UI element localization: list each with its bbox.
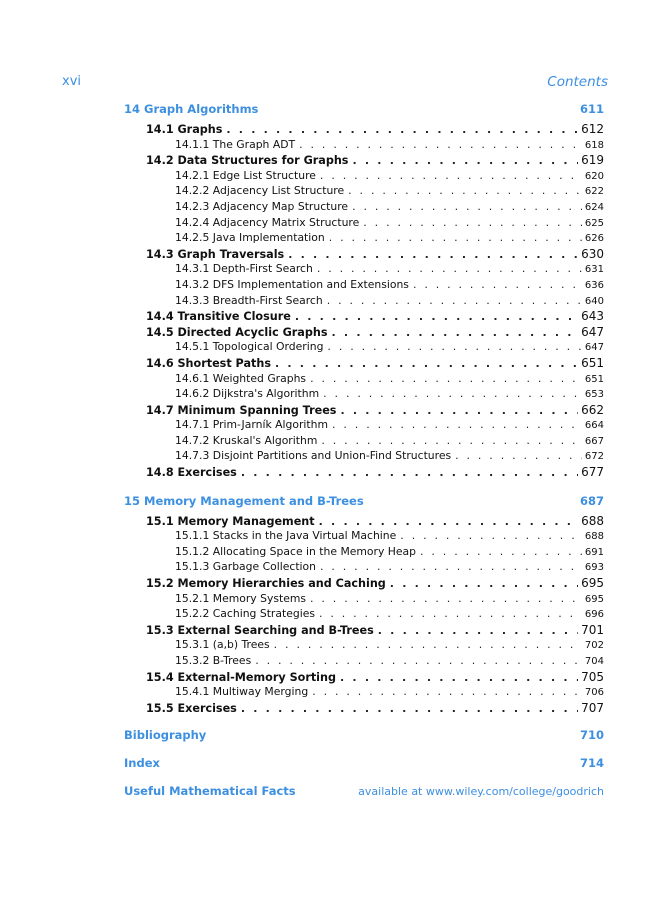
dot-leader — [332, 326, 579, 339]
toc-subsection-15-4-1[interactable] — [124, 685, 604, 701]
toc-chapter-14[interactable] — [124, 102, 604, 122]
subsection-title: 15.1.2 Allocating Space in the Memory Heap — [175, 544, 417, 558]
dot-leader — [378, 624, 578, 637]
dot-leader — [310, 372, 582, 385]
back-matter-title: Bibliography — [124, 728, 207, 743]
dot-leader — [312, 685, 582, 698]
toc-section-15-5[interactable] — [124, 701, 604, 717]
toc-subsection-14-2-5[interactable] — [124, 231, 604, 247]
section-title: 14.2 Data Structures for Graphs — [146, 154, 349, 168]
toc-subsection-14-2-3[interactable] — [124, 200, 604, 216]
section-title: 15.1 Memory Management — [146, 514, 315, 528]
toc-section-14-7[interactable] — [124, 403, 604, 419]
toc-subsection-14-5-1[interactable] — [124, 340, 604, 356]
page-ref: 647 — [581, 324, 604, 339]
toc-subsection-14-7-2[interactable] — [124, 434, 604, 450]
page-ref: 677 — [581, 465, 604, 480]
toc-section-14-2[interactable] — [124, 153, 604, 169]
dot-leader — [323, 387, 582, 400]
toc-subsection-14-3-2[interactable] — [124, 278, 604, 294]
toc-section-15-2[interactable] — [124, 576, 604, 592]
page-ref: 667 — [584, 435, 604, 447]
dot-leader — [332, 418, 582, 431]
page-ref: 672 — [584, 451, 604, 463]
dot-leader — [226, 123, 578, 136]
section-title: 15.5 Exercises — [146, 701, 237, 715]
page-ref: 662 — [581, 402, 604, 417]
toc-subsection-14-3-1[interactable] — [124, 262, 604, 278]
page-ref: 624 — [584, 201, 604, 213]
subsection-title: 14.6.2 Dijkstra's Algorithm — [175, 387, 320, 401]
section-title: 14.6 Shortest Paths — [146, 356, 271, 370]
toc-section-15-4[interactable] — [124, 670, 604, 686]
section-title: 14.7 Minimum Spanning Trees — [146, 403, 337, 417]
availability-note: available at www.wiley.com/college/goodrich — [358, 785, 604, 799]
dot-leader — [400, 529, 582, 542]
subsection-title: 14.2.3 Adjacency Map Structure — [175, 199, 349, 213]
dot-leader — [390, 577, 578, 590]
dot-leader — [352, 200, 582, 213]
toc-subsection-14-2-4[interactable] — [124, 216, 604, 232]
dot-leader — [321, 434, 582, 447]
subsection-title: 14.2.5 Java Implementation — [175, 231, 325, 245]
page-ref: 702 — [584, 640, 604, 652]
section-title: 14.8 Exercises — [146, 466, 237, 480]
toc-section-14-1[interactable] — [124, 122, 604, 138]
toc-useful-math-facts[interactable] — [124, 784, 604, 812]
toc-subsection-15-3-2[interactable] — [124, 654, 604, 670]
subsection-title: 15.1.3 Garbage Collection — [175, 560, 316, 574]
dot-leader — [327, 340, 581, 353]
dot-leader — [310, 592, 582, 605]
page-ref: 631 — [584, 264, 604, 276]
page-ref: 714 — [579, 756, 604, 771]
subsection-title: 14.7.3 Disjoint Partitions and Union-Find Structures — [175, 449, 452, 463]
dot-leader — [420, 545, 582, 558]
page-header — [62, 74, 608, 92]
toc-chapter-15[interactable] — [124, 494, 604, 514]
subsection-title: 14.3.2 DFS Implementation and Extensions — [175, 277, 409, 291]
subsection-title: 14.7.2 Kruskal's Algorithm — [175, 433, 318, 447]
page-ref: 688 — [581, 513, 604, 528]
subsection-title: 14.1.1 The Graph ADT — [175, 137, 296, 151]
chapter-spacer — [124, 481, 604, 494]
table-of-contents — [124, 102, 604, 812]
page-ref: 701 — [581, 622, 604, 637]
page-ref: 695 — [581, 576, 604, 591]
page-ref: 688 — [584, 531, 604, 543]
subsection-title: 15.3.1 (a,b) Trees — [175, 638, 270, 652]
subsection-title: 14.6.1 Weighted Graphs — [175, 371, 307, 385]
page-ref: 611 — [579, 102, 604, 116]
chapter-title: 14 Graph Algorithms — [124, 102, 259, 116]
page-ref: 687 — [579, 493, 604, 508]
page-ref: 647 — [584, 342, 604, 354]
dot-leader — [241, 466, 578, 479]
page-ref: 625 — [584, 217, 604, 229]
toc-subsection-14-2-1[interactable] — [124, 169, 604, 185]
page-ref: 622 — [584, 186, 604, 198]
toc-subsection-15-1-2[interactable] — [124, 545, 604, 561]
dot-leader — [340, 404, 578, 417]
toc-subsection-15-3-1[interactable] — [124, 638, 604, 654]
toc-subsection-15-1-1[interactable] — [124, 529, 604, 545]
dot-leader — [255, 654, 582, 667]
page-ref: 643 — [581, 309, 604, 324]
dot-leader — [299, 138, 582, 151]
page-ref: 620 — [584, 170, 604, 182]
page-ref: 651 — [584, 373, 604, 385]
dot-leader — [319, 607, 582, 620]
page-ref: 691 — [584, 546, 604, 558]
subsection-title: 14.7.1 Prim-Jarník Algorithm — [175, 418, 329, 432]
page-ref: 693 — [584, 562, 604, 574]
section-title: 14.5 Directed Acyclic Graphs — [146, 325, 328, 339]
dot-leader — [274, 638, 582, 651]
section-title: 14.3 Graph Traversals — [146, 247, 285, 261]
page-ref: 640 — [584, 295, 604, 307]
back-matter-title: Index — [124, 756, 160, 771]
dot-leader — [288, 248, 578, 261]
subsection-title: 15.1.1 Stacks in the Java Virtual Machine — [175, 529, 397, 543]
subsection-title: 15.2.1 Memory Systems — [175, 591, 307, 605]
dot-leader — [340, 671, 578, 684]
toc-subsection-15-2-1[interactable] — [124, 592, 604, 608]
subsection-title: 15.4.1 Multiway Merging — [175, 685, 309, 699]
page-ref: 619 — [581, 153, 604, 168]
page-ref: 705 — [581, 669, 604, 684]
toc-subsection-14-1-1[interactable] — [124, 138, 604, 154]
page-ref: 696 — [584, 609, 604, 621]
dot-leader — [320, 169, 582, 182]
dot-leader — [275, 357, 578, 370]
toc-section-14-8[interactable] — [124, 465, 604, 481]
page-number: xvi — [62, 74, 81, 89]
dot-leader — [295, 310, 578, 323]
page-ref: 707 — [581, 700, 604, 715]
subsection-title: 14.2.4 Adjacency Matrix Structure — [175, 215, 360, 229]
page-ref: 706 — [584, 687, 604, 699]
page-ref: 695 — [584, 593, 604, 605]
toc-section-14-3[interactable] — [124, 247, 604, 263]
page-ref: 651 — [581, 355, 604, 370]
dot-leader — [352, 154, 578, 167]
subsection-title: 14.5.1 Topological Ordering — [175, 340, 324, 354]
chapter-title: 15 Memory Management and B-Trees — [124, 493, 364, 508]
page-ref: 664 — [584, 420, 604, 432]
toc-subsection-14-6-1[interactable] — [124, 372, 604, 388]
section-title: 15.3 External Searching and B-Trees — [146, 623, 374, 637]
back-matter-title: Useful Mathematical Facts — [124, 784, 296, 799]
dot-leader — [317, 262, 582, 275]
section-title: 14.4 Transitive Closure — [146, 310, 291, 324]
subsection-title: 14.2.2 Adjacency List Structure — [175, 184, 345, 198]
toc-subsection-14-7-1[interactable] — [124, 418, 604, 434]
dot-leader — [455, 449, 582, 462]
toc-section-14-4[interactable] — [124, 309, 604, 325]
page-ref: 612 — [581, 122, 604, 136]
subsection-title: 14.3.3 Breadth-First Search — [175, 293, 323, 307]
page-ref: 630 — [581, 246, 604, 261]
subsection-title: 14.2.1 Edge List Structure — [175, 168, 316, 182]
toc-section-14-5[interactable] — [124, 325, 604, 341]
subsection-title: 15.3.2 B-Trees — [175, 654, 252, 667]
toc-section-15-3[interactable] — [124, 623, 604, 639]
section-title: 15.4 External-Memory Sorting — [146, 670, 336, 684]
toc-subsection-14-2-2[interactable] — [124, 184, 604, 200]
dot-leader — [348, 184, 582, 197]
page-ref: 704 — [584, 656, 604, 667]
toc-subsection-14-7-3[interactable] — [124, 449, 604, 465]
toc-subsection-15-2-2[interactable] — [124, 607, 604, 623]
dot-leader — [241, 702, 578, 715]
section-title: 15.2 Memory Hierarchies and Caching — [146, 577, 386, 591]
toc-section-14-6[interactable] — [124, 356, 604, 372]
toc-section-15-1[interactable] — [124, 514, 604, 530]
dot-leader — [327, 294, 582, 307]
toc-subsection-14-6-2[interactable] — [124, 387, 604, 403]
toc-bibliography[interactable] — [124, 728, 604, 756]
page-ref: 636 — [584, 279, 604, 291]
subsection-title: 15.2.2 Caching Strategies — [175, 607, 315, 621]
page-ref: 626 — [584, 233, 604, 245]
dot-leader — [329, 231, 582, 244]
page-ref: 618 — [584, 139, 604, 151]
toc-index[interactable] — [124, 756, 604, 784]
toc-subsection-15-1-3[interactable] — [124, 560, 604, 576]
page-ref: 653 — [584, 389, 604, 401]
page-ref: 710 — [579, 728, 604, 743]
dot-leader — [413, 278, 582, 291]
section-title: 14.1 Graphs — [146, 123, 223, 136]
subsection-title: 14.3.1 Depth-First Search — [175, 262, 313, 276]
dot-leader — [320, 560, 582, 573]
toc-subsection-14-3-3[interactable] — [124, 294, 604, 310]
running-title: Contents — [547, 74, 608, 90]
dot-leader — [319, 515, 578, 528]
dot-leader — [363, 216, 582, 229]
